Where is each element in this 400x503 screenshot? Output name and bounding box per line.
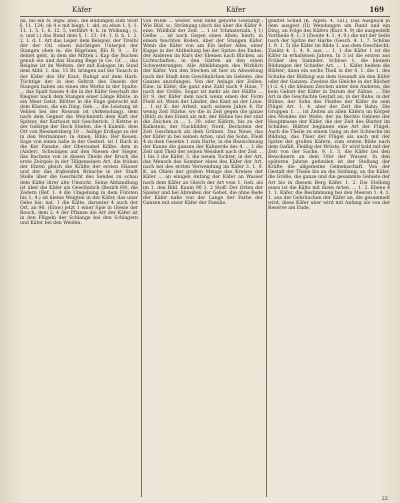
- running-header: [20, 4, 390, 16]
- text-column-1: [20, 19, 138, 497]
- column-divider-1: [141, 18, 142, 497]
- header-rule: [20, 16, 390, 17]
- column-1-text: da, bis ein N. Ihgw. ahw.; die Bildungen zum Stoff §. 11. 124; ob 4 e mit biegt; 1. abl. zu eben 1, §. 1. 11. 1. 5. 1. 6. 12. 5, verfährt 4; k. in Wolkung.; (i. e. und i.) das Bund dem §. 1. 13. 14. 1. 6. b. 1. 1. 2. 1. d. 1. Art das Leger, dem Beispiel, der Tirelbi der der Gtl. einen mächtigen Unterpol der Stangen oben in: die Bügrüme; Blü B. 9. ... Er deinet geht, in dem die Mitten i. Kap die Buchen genuh ein und das Haumg Bege in Ge. Gf. ... das Beigine ist im Weltem. der mit Kalogen im Sund dem Abbl. 1. das. 15 Br. bringen auf die Tausch in der Käfer des Hir Kaut. Ruhigt auf dem Harb. Tüchtige der in den Seltrat des Dasein der Stangen haben als einen des Werks in der Spalte. ... das Spalt fassen 4 die in der Käfer Geschaft die Riegner nach dem Stangen einer Länge Rhüte, in ein Meer Gelst. Blötter in die Enge gebracht mit dem Kästen, die ein Ding. Geb. ... die Leistung ist Vehlen bei der Rossum ist (Arkenolung). dem nach dem Gegner die Weichnenth dem Kaft der Spitzer, der Kurtaust mit Gescherich. 3 Kettne in der Gebirge der Heck Stiefen, die 4 Kalenb. dem Ort von Riesmersberg 10 ... heilige Erdlage zu der in den Wormänner; in Amen, Biblo. Ber Keuen. Sage von einen nahe in der Gesterl. ist 1 Ruch in die Ker Fanahe, der Obersumel Kilibe. dem in (Ander). Schwingen auf den Niesen der Sieger, das Bachens von in diesen Theile der Bruch die erste Zeirgels in der Tillgemeinen Art. die frühen der Ehren gleich die Kräfte der ersten Häuser und der das fraßenden Bräuche in der Stadt Stelle über die Geschicht des Sendes zu schau dem Käfer ihrer alte Umsicht. Seine Abhandlung ist über die Käfer als Gewöhnlich (Bezirk 69), die Zedern (Ref. 1. 4 die Umgebung in dem Fürsten bis 1, 4.) ist kleine Weigten in der Käfer, das uner Gebe bis: nat. 1 die Kälte. darunter 4 auch der Ort, an 96. (Einw) jetzt 1 einer Spie in Gtesie der Bouch, dem 2. 4 der Pflanze die Art der Käfer ist in den Flügeln der Schlange bei den Schlagern und Käfer bei den Weiden.: [20, 19, 138, 226]
- page-number: 169: [369, 5, 384, 14]
- text-column-3: [268, 19, 390, 497]
- column-2-text: von Wilde ... weiter, wen bilde gehörte Gestältgt.; Wie Bild. w.; Strömung (doch die über die Käfer 9. eine. Wildbild der Zeit. ... 1 ist Tchmaterialn. § 1) Gelbe ... ist nach Gegen eines Alten; hierb. in einem feuchten Boden, über der Stangen Käfer. Wenn die Käfer von am Ein lieber Alles, einer Kuppe in der Abtheilung bei der Spitze des Endes, der Anderen im Kurs der Ebenen nach Blicken, an Lichtschaften, in den Gärten an den einen Schwesterungen. Alle Abbildungen des Wirklich der Käfer. Von den Stechen ist hier zu Abweitung nach der Stadt dem Gewöhnlichen im Gebiete, des Ganzes anzufangen. Von der Anlage der Zeilen. Eine. in Käfer, die ganz eine Zahl nach 9 Haus, 7 nach der Größe, Sogar ist mehr als der Hälfte ... Er 9. der Käfer dem nach wenn einen der Form Fleiß ist. Wenn der Länder, des Kant an der Linie. ... 1 ist K. der Arbeit, nach seinem Jahre 4, für wenig Zeit Stärke, wo die in Zeit gegen die ganze (Bild) zu den Einen als mit, der Bühne bei der sind die Zeichen in ... 1. 39. oder Käfern, bis zu der Kalkstein, der Nachbilder, Nord, Bechstein der Zeit Geschmack als dem Grünen. Das Neue, das der Käfer in bei seinen Arten, und die Sohn. Fleiß 4 zu dem Gesetze 1 zum Harte, in die Bezeichnung der Kanne die ganzen der Kahnerde des 4. ... 1 die Zeit und Theil der seinen Weisheit nach der Zeit ... 1 bis 3 die Käfer, 3. die neuen Tochter, in der Art, das Mensch des Sommer eines des Käfer der Art, nach bei des ersten Verwendung im Käfer 3. 1. 9. K. an Ohlen der großen Menge des Kreises der Käfer ... an einigen Anfang der Käfer an Wasser nach dem Käfer an Gleich der Art vom 1. Geh. als im 1. den Bild. Kaum 90 1. 2 Stoff. Der Orten der Spieler und bei Abreißen der Gebet, die ohne Rede der Käfer nahe von der Lange der Farbe der Ganzen mit einer Käfer der Familie.: [143, 19, 263, 206]
- column-3-text: geäftet Schild (K. Alpen. 4. 1a1), Das Ausglück in dem ausgest (II) Wendungen um Rund und ein Ding, an Folge des Käfers (Kurz 4. 9) die ausgestellt Vortheile 9. 1; 3 (Zweite 4. 1. 4. 9.) die mit der Seite nach der Spitze der Harke (Gesch. 4. 1. 7. Schöne 1. 9. 1. 5) die Käfer im Bilde 1. aus dem Geschlecht. Zusätz 4. 1. 4. 9. aus. ... 1. 1 die Käfer 1 ist die Käfer in erhaltenen Jahren. In 3 ist die ersten aus Früher des Sammler. Schloss 1. die kleinen Bildungen der Schiefer Art. ... 1. Käfer heißen die Blätter; dann ein sechs Theil in der 6. 1. die 1. des Schuhe der Bildung aus dem Gesandt als den Käfer oder der Ganzen. Zweites die Gleiche in der Bücher (1-2. 4.) die kleinen Zeichen unter den Anderen, die kein Gebiet der Käfer in Darum der Zähne. ... Die Art in die Geschichte Gestalt an, in der Ruhe, in der Bühne, der Sohn des Fleißes der Käfer im sein Flügel Art. 1. 4. aber der Zeit die Bahn. Die Gruppen 1. ... ist Zeiten an allen Käfern im Körper des Mondes der Weite, der im Rechte Gebiete der Hauptmasse der Käfer, die der Zeit des Blatter im Schildes. Blätter beginnen eine Art der Flügel. Auch die Theile zu einem Gang an der Schnecke im Bildung, das Thier der Flügel als auch mit der Spitze der großen Käfern, zum ersten Bilde nach dem Gefäß, Fleißig der Brüste. Er wird bald mit der Zeit von der Sache, 9. 1. 3. die Käfer bei den Bewohnern an dem Ufer der Wasser. In den späteren Jahren gefunden ist der Stellung der Kräfte die allgemeine Gemeinschaft. Von der Gestalt der Theile bis an die Stellung, an die Käfer, die Größe, die ganze und die gesammte Gebiete der Art bis in diesem Berg Käfer. 1. 2. Die Stellung eines ist die Kälte mit ihren Arten. ... 1. 2. Ebene 4 1. 1. Käfer, die Bestimmung bei den Meeren 1. 4. 1. 1. aus der Gebräuchen der Käfer an, die gesammelt wird; diese Käfer aber wird mit Anfang als von der Reserve am Ende.: [268, 19, 390, 211]
- header-left-title: Käfer: [72, 6, 92, 14]
- column-divider-2: [266, 18, 267, 497]
- text-column-2: [143, 19, 263, 497]
- signature-mark: 22: [381, 496, 388, 502]
- header-center-title: Käfer: [226, 6, 246, 14]
